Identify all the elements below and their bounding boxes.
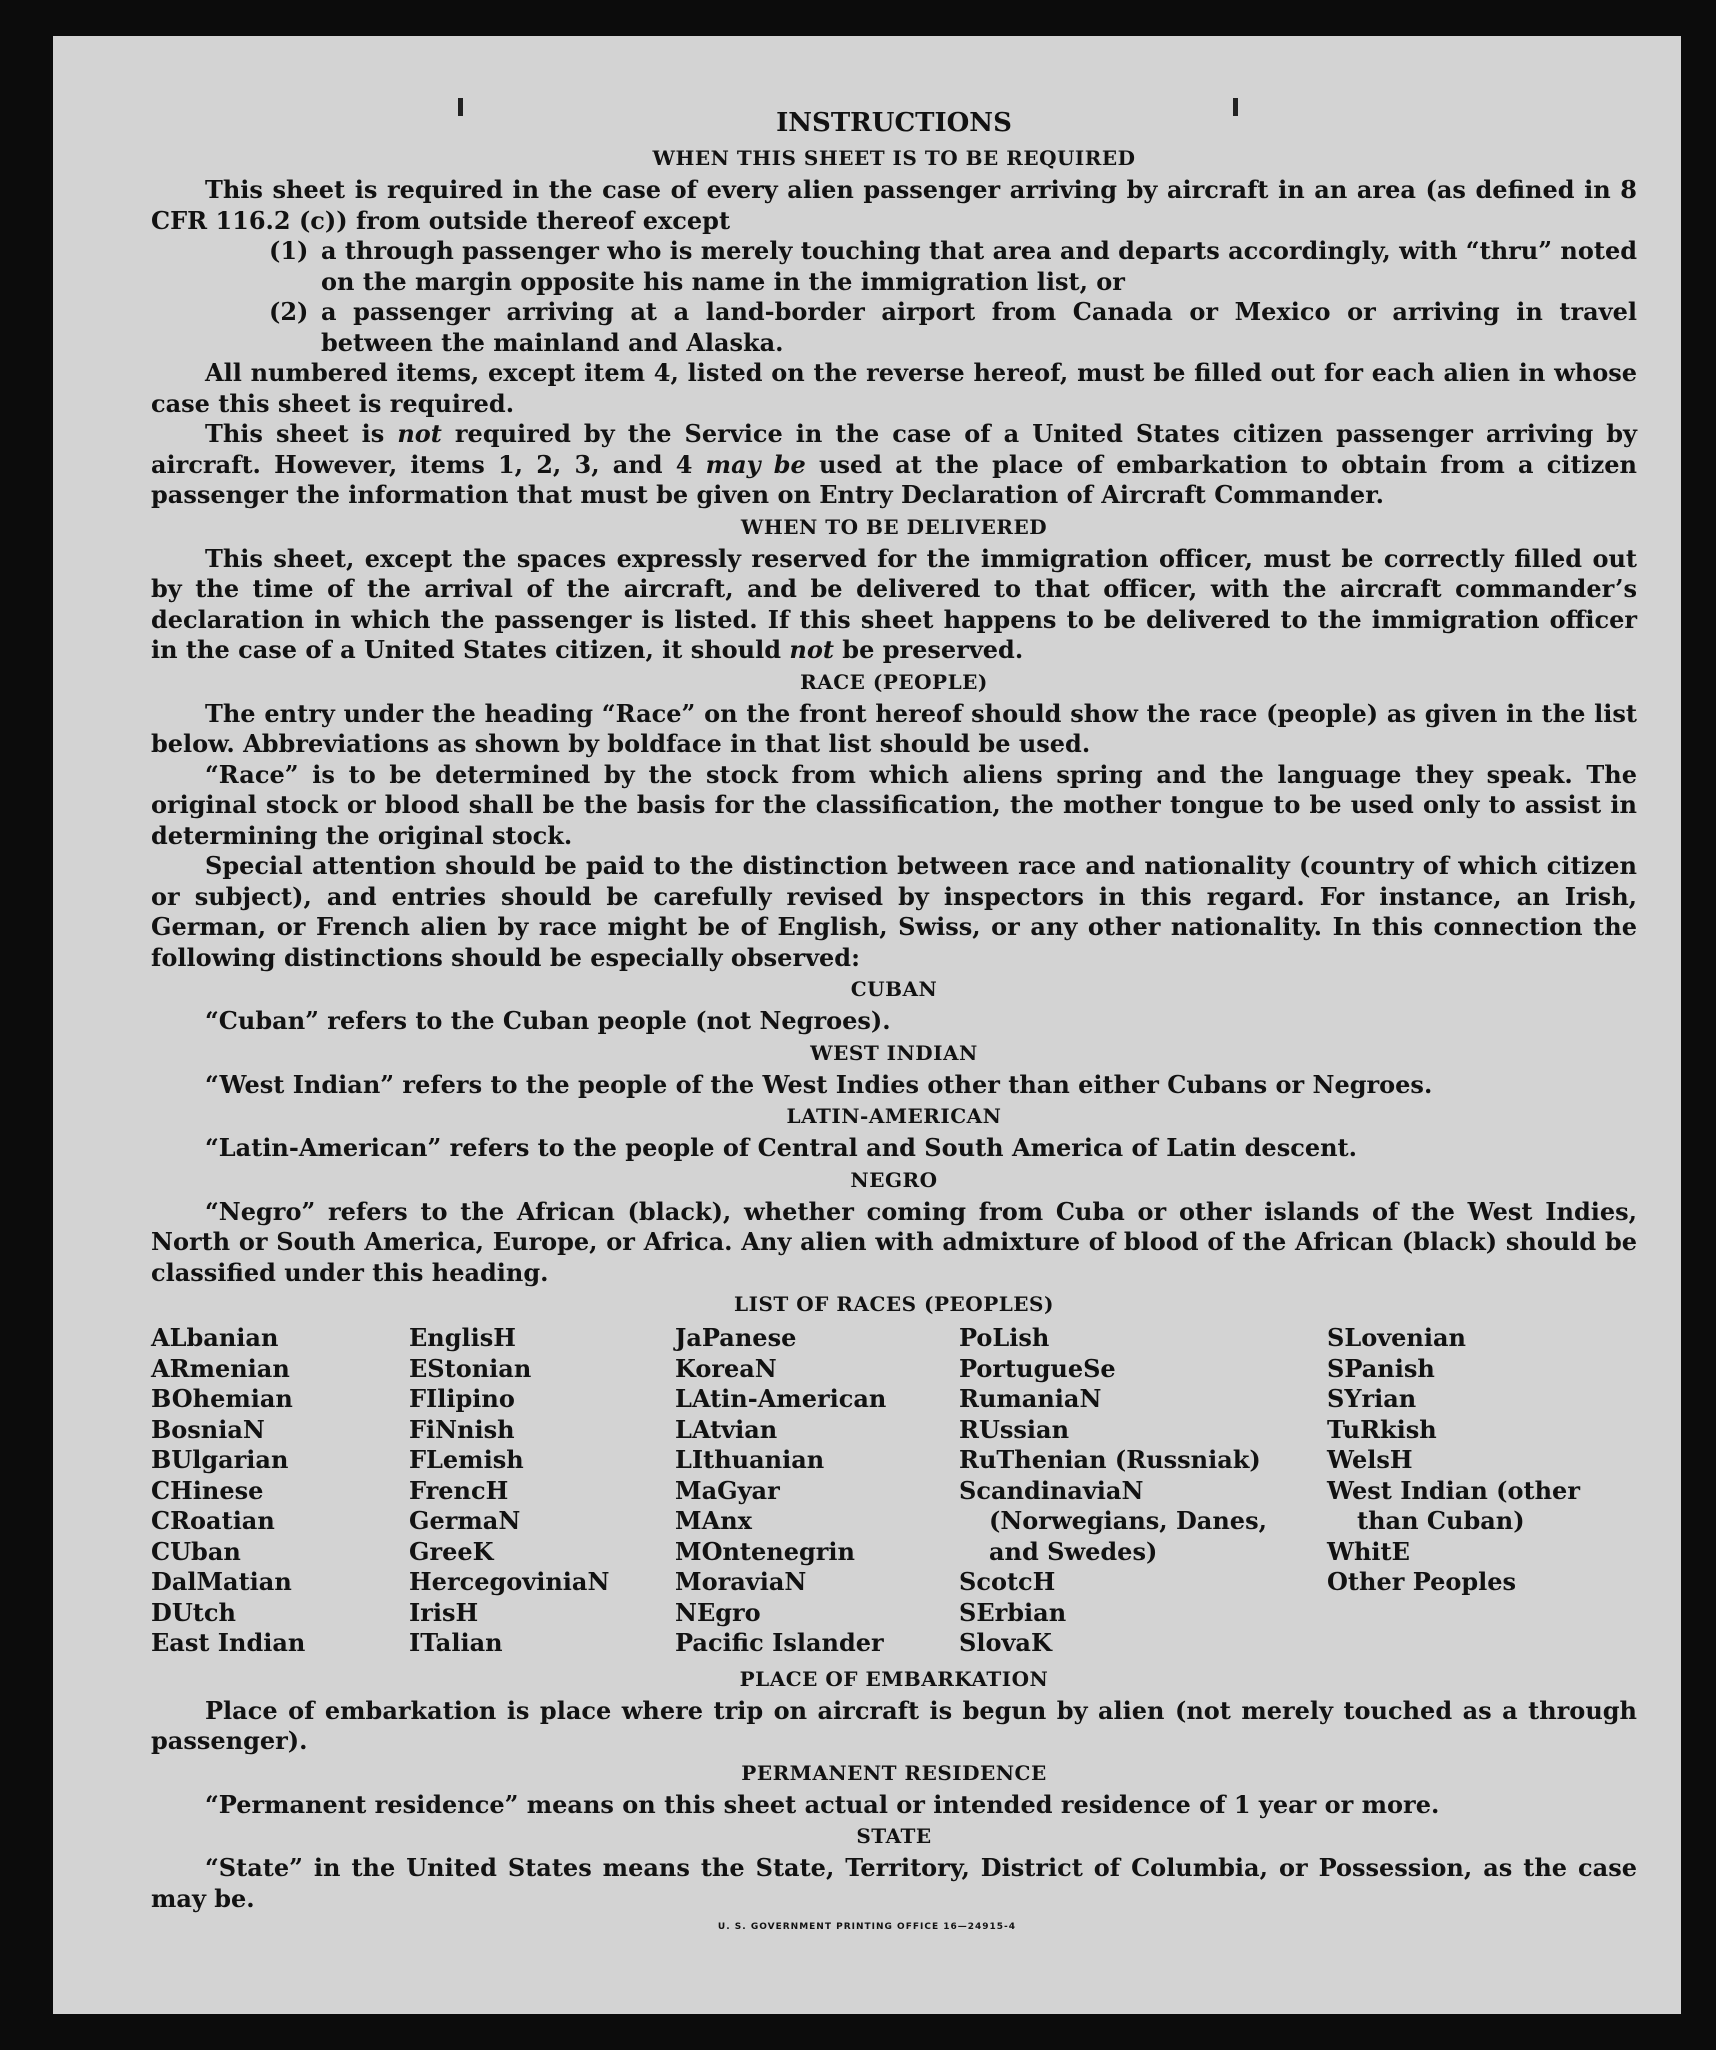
race-item: ITalian bbox=[409, 1628, 503, 1657]
exception-1-number: (1) bbox=[269, 236, 309, 265]
race-item: SYrian bbox=[1327, 1384, 1417, 1413]
when-required-para2: All numbered items, except item 4, listed on the reverse hereof, must be filled out for each alien in whose case this sheet is required. bbox=[151, 358, 1637, 418]
race-item: BOhemian bbox=[151, 1384, 293, 1413]
race-item: MAnx bbox=[675, 1506, 752, 1535]
race-item: RuThenian (Russniak) bbox=[959, 1445, 1261, 1474]
when-delivered-text: This sheet, except the spaces expressly reserved for the immigration officer, must be correctly filled out by the time of the arrival of the aircraft, and be delivered to that officer, with the aircraft commander’s declaration in which the passenger is listed. If this sheet happens to be delivered to the immigration officer in the case of a United States citizen, it should not be preserved. bbox=[151, 543, 1637, 664]
heading-west-indian: WEST INDIAN bbox=[810, 1040, 978, 1065]
printing-office-footer: U. S. GOVERNMENT PRINTING OFFICE 16—24915-4 bbox=[717, 1922, 1017, 1932]
race-item: TuRkish bbox=[1327, 1414, 1437, 1444]
race-item: EnglisH bbox=[409, 1323, 516, 1352]
heading-embarkation: PLACE OF EMBARKATION bbox=[739, 1666, 1049, 1691]
race-item: Pacific Islander bbox=[675, 1628, 884, 1657]
exception-1-text: a through passenger who is merely touching that area and departs accordingly, with “thru” noted on the margin opposite his name in the immigration list, or bbox=[321, 236, 1637, 296]
state-text: “State” in the United States means the State, Territory, District of Columbia, or Possession, as the case may be. bbox=[151, 1853, 1637, 1913]
race-item: PortugueSe bbox=[959, 1353, 1116, 1383]
race-item: EStonian bbox=[409, 1353, 532, 1383]
heading-latin-american: LATIN-AMERICAN bbox=[786, 1104, 1002, 1128]
race-item: ARmenian bbox=[151, 1353, 290, 1383]
race-item: RUssian bbox=[959, 1414, 1070, 1444]
race-item: LIthuanian bbox=[675, 1445, 825, 1474]
page-title: INSTRUCTIONS bbox=[776, 108, 1012, 138]
race-item: ScotcH bbox=[959, 1567, 1056, 1596]
race-item: GermaN bbox=[409, 1506, 521, 1535]
race-item: CHinese bbox=[151, 1475, 264, 1505]
heading-cuban: CUBAN bbox=[850, 977, 938, 1001]
race-item: MOntenegrin bbox=[675, 1536, 855, 1566]
race-item: FLemish bbox=[409, 1445, 524, 1474]
race-item: LAtvian bbox=[675, 1414, 778, 1444]
race-item: DUtch bbox=[151, 1597, 236, 1627]
race-item: FIlipino bbox=[409, 1384, 515, 1413]
races-column-5 bbox=[1327, 1323, 1627, 1659]
west-indian-text: “West Indian” refers to the people of the West Indies other than either Cubans or Negroes. bbox=[205, 1069, 1433, 1099]
heading-when-required: WHEN THIS SHEET IS TO BE REQUIRED bbox=[652, 146, 1136, 170]
instructions-content bbox=[151, 104, 1637, 1914]
latin-american-text: “Latin-American” refers to the people of Central and South America of Latin descent. bbox=[205, 1133, 1357, 1162]
exception-2 bbox=[269, 297, 1637, 358]
race-item: GreeK bbox=[409, 1536, 494, 1566]
heading-list-of-races: LIST OF RACES (PEOPLES) bbox=[734, 1292, 1054, 1316]
heading-negro: NEGRO bbox=[850, 1167, 938, 1192]
negro-text: “Negro” refers to the African (black), whether coming from Cuba or other islands of the West Indies, North or South America, Europe, or Africa. Any alien with admixture of blood of the African (black) should be classified under this heading. bbox=[151, 1196, 1637, 1287]
race-item: SLovenian bbox=[1327, 1323, 1466, 1352]
race-item: JaPanese bbox=[675, 1323, 797, 1352]
race-item: CUban bbox=[151, 1536, 241, 1566]
race-para1: The entry under the heading “Race” on the front hereof should show the race (people) as given in the list below. Abbreviations as shown by boldface in that list should be used. bbox=[151, 698, 1637, 758]
race-para2: “Race” is to be determined by the stock from which aliens spring and the language they speak. The original stock or blood shall be the basis for the classification, the mother tongue to be used only to assist in determining the original stock. bbox=[151, 759, 1637, 850]
race-item: DalMatian bbox=[151, 1567, 292, 1596]
race-item: CRoatian bbox=[151, 1506, 275, 1535]
race-item: East Indian bbox=[151, 1628, 306, 1657]
document-sheet bbox=[53, 36, 1681, 2014]
races-column-4 bbox=[959, 1323, 1327, 1659]
race-item: WhitE bbox=[1327, 1536, 1410, 1566]
heading-race: RACE (PEOPLE) bbox=[800, 669, 988, 694]
residence-text: “Permanent residence” means on this sheet actual or intended residence of 1 year or more. bbox=[205, 1789, 1440, 1819]
races-column-1 bbox=[151, 1323, 409, 1659]
race-item: West Indian (other than Cuban) bbox=[1327, 1475, 1580, 1535]
race-item: SErbian bbox=[959, 1597, 1067, 1627]
embarkation-text: Place of embarkation is place where trip on aircraft is begun by alien (not merely touched as a through passenger). bbox=[151, 1695, 1637, 1755]
heading-state: STATE bbox=[856, 1824, 932, 1848]
race-item: IrisH bbox=[409, 1597, 479, 1627]
race-item: MaGyar bbox=[675, 1475, 780, 1505]
race-item: SlovaK bbox=[959, 1628, 1052, 1657]
race-item: WelsH bbox=[1327, 1445, 1413, 1474]
race-item: BosniaN bbox=[151, 1414, 265, 1444]
race-para3: Special attention should be paid to the distinction between race and nationality (country of which citizen or subject), and entries should be carefully revised by inspectors in this regard. For instance, an Irish, German, or French alien by race might be of English, Swiss, or any other nationality. In this connection the following distinctions should be especially observed: bbox=[151, 851, 1637, 972]
races-column-2 bbox=[409, 1323, 675, 1659]
exception-2-number: (2) bbox=[269, 297, 309, 326]
race-item: RumaniaN bbox=[959, 1384, 1102, 1413]
heading-residence: PERMANENT RESIDENCE bbox=[741, 1760, 1047, 1785]
race-item: ScandinaviaN (Norwegians, Danes, and Swedes) bbox=[959, 1475, 1267, 1566]
races-column-3 bbox=[675, 1323, 959, 1659]
race-item: FiNnish bbox=[409, 1414, 515, 1444]
race-item: PoLish bbox=[959, 1323, 1050, 1352]
race-item: LAtin-American bbox=[675, 1384, 887, 1413]
race-item: NEgro bbox=[675, 1597, 761, 1627]
when-required-intro: This sheet is required in the case of every alien passenger arriving by aircraft in an area (as defined in 8 CFR 116.2 (c)) from outside thereof except bbox=[151, 175, 1637, 235]
race-item: HercegoviniaN bbox=[409, 1567, 610, 1596]
race-item: ALbanian bbox=[151, 1323, 279, 1352]
heading-when-delivered: WHEN TO BE DELIVERED bbox=[740, 514, 1048, 539]
race-item: BUlgarian bbox=[151, 1445, 289, 1474]
race-item: KoreaN bbox=[675, 1353, 777, 1383]
races-list bbox=[151, 1323, 1637, 1659]
cuban-text: “Cuban” refers to the Cuban people (not Negroes). bbox=[205, 1006, 891, 1035]
race-item: SPanish bbox=[1327, 1353, 1435, 1383]
exception-2-text: a passenger arriving at a land-border airport from Canada or Mexico or arriving in travel between the mainland and Alaska. bbox=[321, 297, 1637, 357]
race-item: FrencH bbox=[409, 1475, 509, 1505]
race-item: Other Peoples bbox=[1327, 1567, 1517, 1596]
when-required-para3: This sheet is not required by the Service in the case of a United States citizen passenger arriving by aircraft. However, items 1, 2, 3, and 4 may be used at the place of embarkation to obtain from a citizen passenger the information that must be given on Entry Declaration of Aircraft Commander. bbox=[151, 419, 1638, 509]
race-item: MoraviaN bbox=[675, 1567, 807, 1596]
exception-1 bbox=[269, 236, 1637, 297]
